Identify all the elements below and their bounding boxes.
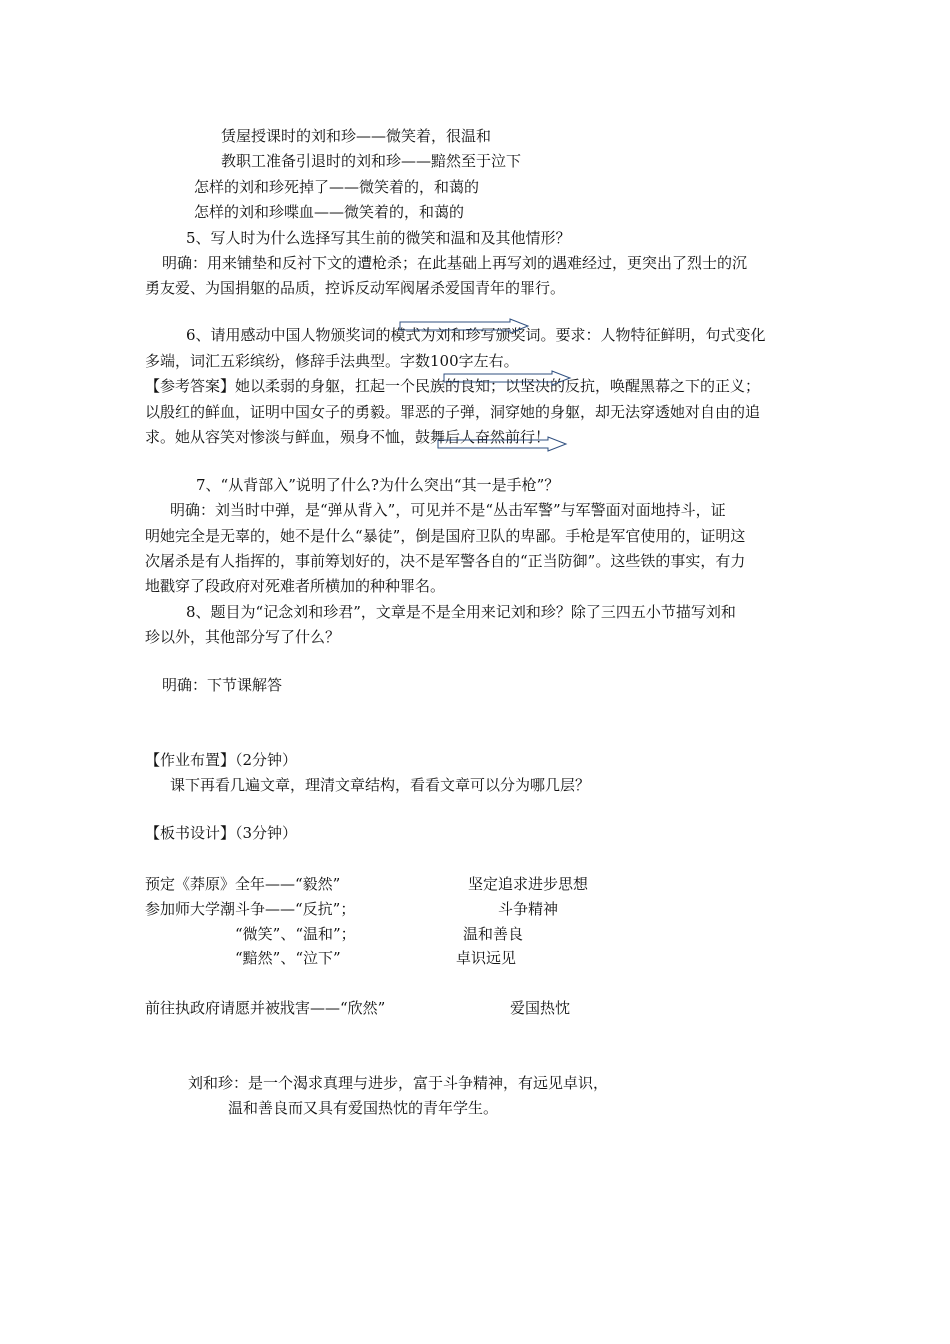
answer-5-line-2: 勇友爱、为国捐躯的品质，控诉反动军阀屠杀爱国青年的罪行。 (145, 279, 566, 297)
board-row-3-right: 温和善良 (463, 925, 524, 943)
answer-7-line-4: 地戳穿了段政府对死难者所横加的种种罪名。 (145, 577, 446, 595)
answer-7-line-1: 明确：刘当时中弹，是“弹从背入”，可见并不是“丛击军警”与军警面对面地持斗，证 (170, 501, 726, 519)
summary-line-1: 刘和珍：是一个渴求真理与进步，富于斗争精神，有远见卓识， (188, 1074, 609, 1092)
homework-title: 【作业布置】（2分钟） (145, 751, 298, 769)
answer-7-line-3: 次屠杀是有人指挥的，事前筹划好的，决不是军警各自的“正当防御”。这些铁的事实，有力 (145, 552, 746, 570)
summary-line-2: 温和善良而又具有爱国热忱的青年学生。 (228, 1099, 499, 1117)
board-row-1-right: 坚定追求进步思想 (468, 875, 589, 893)
board-row-4-left: “黯然”、“泣下” (235, 949, 341, 967)
question-6-line-2: 多端，词汇五彩缤纷，修辞手法典型。字数100字左右。 (145, 352, 519, 370)
board-row-5-right: 爱国热忱 (510, 999, 571, 1017)
line-death: 怎样的刘和珍死掉了——微笑着的，和蔼的 (194, 178, 480, 196)
question-8-line-1: 8、题目为“记念刘和珍君”，文章是不是全用来记刘和珍？除了三四五小节描写刘和 (186, 603, 736, 621)
line-teaching: 赁屋授课时的刘和珍——微笑着，很温和 (221, 127, 492, 145)
board-row-2-right: 斗争精神 (498, 900, 559, 918)
line-resign: 教职工准备引退时的刘和珍——黯然至于泣下 (221, 152, 522, 170)
answer-7-line-2: 明她完全是无辜的，她不是什么“暴徒”，倒是国府卫队的卑鄙。手枪是军官使用的，证明这 (145, 527, 746, 545)
board-row-1-left: 预定《莽原》全年——“毅然” (145, 875, 341, 893)
question-8-line-2: 珍以外，其他部分写了什么？ (145, 628, 341, 646)
arrow-right-icon (442, 370, 572, 386)
answer-8: 明确：下节课解答 (162, 676, 283, 694)
homework-text: 课下再看几遍文章，理清文章结构，看看文章可以分为哪几层？ (170, 776, 591, 794)
board-row-5-left: 前往执政府请愿并被戕害——“欣然” (145, 999, 386, 1017)
reference-answer-line-3: 求。她从容笑对惨淡与鲜血，殒身不恤，鼓舞后人奋然前行！ (145, 428, 551, 446)
reference-answer-line-1: 【参考答案】她以柔弱的身躯，扛起一个民族的良知；以坚决的反抗，唤醒黑幕之下的正义； (145, 377, 761, 395)
question-5: 5、写人时为什么选择写其生前的微笑和温和及其他情形？ (186, 229, 571, 247)
board-row-3-left: “微笑”、“温和”； (235, 925, 356, 943)
board-row-4-right: 卓识远见 (456, 949, 517, 967)
arrow-right-icon (398, 318, 530, 334)
answer-5-line-1: 明确：用来铺垫和反衬下文的遭枪杀；在此基础上再写刘的遇难经过，更突出了烈士的沉 (162, 254, 748, 272)
question-7: 7、“从背部入”说明了什么?为什么突出“其一是手枪”？ (196, 476, 560, 494)
question-6-line-1: 6、请用感动中国人物颁奖词的模式为刘和珍写颁奖词。要求：人物特征鲜明，句式变化 (186, 326, 766, 344)
board-row-2-left: 参加师大学潮斗争——“反抗”； (145, 900, 356, 918)
board-design-title: 【板书设计】（3分钟） (145, 824, 298, 842)
reference-answer-line-2: 以殷红的鲜血，证明中国女子的勇毅。罪恶的子弹，洞穿她的身躯，却无法穿透她对自由的追 (145, 403, 761, 421)
line-blood: 怎样的刘和珍喋血——微笑着的，和蔼的 (194, 203, 465, 221)
arrow-right-icon (436, 436, 568, 452)
